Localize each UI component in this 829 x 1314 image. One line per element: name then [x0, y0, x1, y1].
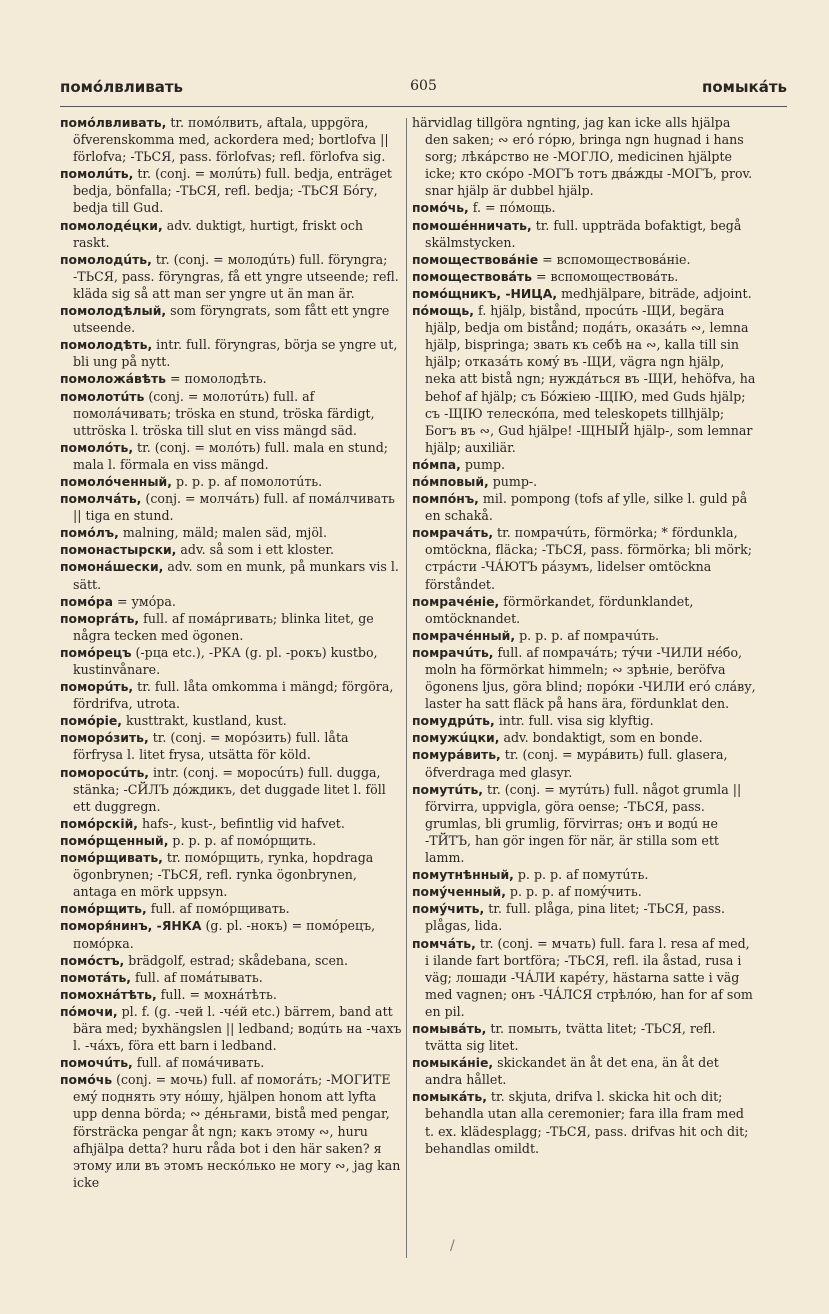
definition: = помолодѣть.	[169, 371, 267, 387]
definition: p. p. p. af помолотúть.	[175, 473, 323, 489]
headword: помолóть,	[60, 439, 134, 455]
headword: помотáть,	[60, 969, 131, 985]
dictionary-entry	[60, 302, 402, 336]
headword: помóчь,	[412, 200, 469, 216]
definition: tr. (conj. = молодúть) full. föryngra; -ТЬСЯ, pass. föryngras, få ett yngre utseende; refl. kläda sig så att man ser yngre ut än man är.	[73, 251, 399, 301]
headword: помонáшески,	[60, 559, 164, 575]
definition: intr. (conj. = моросúть) full. dugga, stänka; -СЙЛЪ дóждикъ, det duggade litet l. föll ett duggregn.	[73, 764, 386, 814]
headword: помутúть,	[412, 781, 484, 797]
dictionary-entry	[412, 729, 756, 746]
definition: full. = мохнáтѣть.	[160, 986, 277, 1002]
definition: tr. (conj. = молúть) full. bedja, enträget bedja, bönfalla; -ТЬСЯ, refl. bedja; -ТЬСЯ Бóгу, bedja till Gud.	[73, 166, 392, 216]
definition: f. hjälp, bistånd, просúть -ЩИ, begära hjälp, bedja om bistånd; подáть, оказáть ∾, lemna hjälp, bispringa; звать къ себѣ на ∾, kalla till sin hjälp; отказáть комý въ -ЩИ, vägra ngn hjälp, neka att bistå ngn; нуждáться въ -ЩИ, hehöfva, ha behof af hjälp; съ Бóжіею -ЩІЮ, med Guds hjälp; съ -ЩІЮ телескóпа, med teleskopets tillhjälp; Богъ въ ∾, Gud hjälpe! -ЩНЫЙ hjälp-, som lemnar hjälp; auxiliär.	[425, 303, 756, 455]
headword: помóрщенный,	[60, 832, 169, 848]
headword: помóлъ,	[60, 525, 119, 541]
definition: tr. (conj. = морóзить) full. låta förfrysa l. litet frysa, utsätta för köld.	[73, 730, 349, 763]
dictionary-entry	[60, 524, 402, 541]
definition: full. af помáргивать; blinka litet, ge några tecken med ögonen.	[73, 610, 374, 643]
definition: tr. full. uppträda bofaktigt, begå skälmstycken.	[425, 217, 742, 250]
definition: medhjälpare, biträde, adjoint.	[561, 285, 752, 301]
dictionary-entry	[412, 866, 756, 883]
definition: p. p. p. af помóрщить.	[172, 832, 317, 848]
headword: помпóнъ,	[412, 491, 479, 507]
dictionary-entry	[60, 900, 402, 917]
definition: (g. pl. -нокъ) = помóрецъ, помóрка.	[73, 918, 376, 951]
right-column	[412, 114, 756, 1254]
headword: поморя́нинъ, -ЯНКА	[60, 918, 202, 934]
dictionary-entry	[60, 764, 402, 815]
definition: full. af помрачáть; тýчи -ЧИЛИ нéбо, moln ha förmörkat himmeln; ∾ зрѣніе, beröfva ögonens ljus, göra blind; порóки -ЧИЛИ егó слáву, laster ha satt fläck på hans ära, fördunklat den.	[425, 644, 756, 712]
dictionary-entry	[60, 849, 402, 900]
headword: помолóченный,	[60, 473, 172, 489]
dictionary-entry	[412, 217, 756, 251]
headword: помужúцки,	[412, 730, 500, 746]
definition: full. af помáчивать.	[136, 1055, 265, 1071]
definition: brädgolf, estrad; skådebana, scen.	[128, 952, 349, 968]
headword: помоществовáть	[412, 268, 532, 284]
headword: помолчáть,	[60, 491, 142, 507]
definition: tr. помóрщить, rynka, hopdraga ögonbrynen; -ТЬСЯ, refl. rynka ögonbrynen, antaga en mörk uppsyn.	[73, 850, 374, 900]
dictionary-entry	[60, 610, 402, 644]
definition: hafs-, kust-, befintlig vid hafvet.	[142, 815, 345, 831]
left-column	[60, 114, 402, 1254]
headword: пóмповый,	[412, 473, 489, 489]
definition: pl. f. (g. -чей l. -чéй etc.) bärrem, band att bära med; byxhängslen || ledband; водúть на -чахъ l. -чáхъ, föra ett barn i ledband.	[73, 1003, 402, 1054]
dictionary-entry	[60, 370, 402, 387]
definition: intr. full. föryngras, börja se yngre ut, bli ung på nytt.	[73, 337, 398, 370]
headword: помóрщить,	[60, 901, 147, 917]
headword: пóмощь,	[412, 303, 474, 319]
dictionary-entry	[60, 251, 402, 302]
headword: помолотúть	[60, 388, 145, 404]
headword: помóчь	[60, 1072, 113, 1088]
definition: som föryngrats, som fått ett yngre utseende.	[73, 303, 390, 336]
dictionary-entry	[60, 336, 402, 370]
definition: förmörkandet, fördunklandet, omtöcknandet.	[425, 593, 694, 626]
definition: tr. (conj. = мутúть) full. något grumla || förvirra, uppvigla, göra oense; -ТЬСЯ, pass. grumlas, bli grumlig, förvirras; онъ и водú не -ТЙТЪ, han gör ingen för när, är stilla som ett lamm.	[425, 781, 742, 866]
headword: помýчить,	[412, 901, 485, 917]
dictionary-entry	[412, 199, 756, 216]
definition: tr. помóлвить, aftala, uppgöra, öfverenskomma med, ackordera med; bortlofva || förlofva; -ТЬСЯ, pass. förlofvas; refl. förlofva sig.	[73, 115, 389, 165]
dictionary-entry	[412, 1088, 756, 1156]
dictionary-entry	[412, 935, 756, 1020]
header-rule	[60, 106, 787, 107]
headword: помýченный,	[412, 884, 506, 900]
headword: помóлвливать,	[60, 115, 167, 130]
dictionary-entry	[412, 285, 756, 302]
definition: (conj. = молотúть) full. af помолáчивать; tröska en stund, tröska färdigt, uttröska l. tröska till slut en viss mängd säd.	[73, 388, 375, 438]
dictionary-entry	[60, 952, 402, 969]
headword: поморгáть,	[60, 610, 140, 626]
dictionary-entry	[60, 832, 402, 849]
headword: помутнѣнный,	[412, 867, 514, 883]
dictionary-entry	[60, 986, 402, 1003]
definition: tr. помрачúть, förmörka; * fördunkla, omtöckna, fläcka; -ТЬСЯ, pass. förmörka; bli mörk; стрáсти -ЧÁЮТЪ рáзумъ, lidelser omtöckna förståndet.	[425, 525, 753, 592]
headword: помолúть,	[60, 166, 134, 182]
dictionary-entry	[60, 729, 402, 763]
dictionary-entry	[412, 746, 756, 780]
definition: tr. (conj. = мчать) full. fara l. resa af med, i ilande fart bortföra; -ТЬСЯ, refl. ila åstad, rusa i väg; лошади -ЧÁЛИ карéту, hästarna satte i väg med vagnen; онъ -ЧÁЛСЯ стрѣлóю, han for af som en pil.	[425, 935, 753, 1019]
dictionary-entry	[412, 900, 756, 934]
dictionary-entry	[412, 1020, 756, 1054]
definition: (-рца etc.), -РКА (g. pl. -рокъ) kustbo, kustinvånare.	[73, 644, 378, 677]
dictionary-entry	[60, 439, 402, 473]
dictionary-entry	[412, 781, 756, 866]
headword: помóрщивать,	[60, 850, 163, 866]
headword: помолодѣлый,	[60, 303, 167, 319]
headword: помчáть,	[412, 935, 476, 951]
headword: помрачéніе,	[412, 593, 500, 609]
headword: пóмпа,	[412, 456, 461, 472]
dictionary-entry	[412, 473, 756, 490]
headword: помолодѣть,	[60, 337, 153, 353]
dictionary-entry	[412, 268, 756, 285]
headword: помóрецъ	[60, 644, 132, 660]
headword: помурáвить,	[412, 747, 501, 763]
headword: помолодúть,	[60, 251, 152, 267]
definition: = умóра.	[116, 593, 176, 609]
dictionary-entry	[412, 456, 756, 473]
dictionary-entry	[60, 165, 402, 216]
definition: intr. full. visa sig klyftig.	[498, 713, 654, 729]
dictionary-entry	[60, 1054, 402, 1071]
headword: помыкáть,	[412, 1089, 487, 1105]
headword: помоложáвѣть	[60, 371, 166, 387]
definition: kusttrakt, kustland, kust.	[125, 713, 287, 729]
headword: поморóзить,	[60, 730, 149, 746]
definition: tr. full. plåga, pina litet; -ТЬСЯ, pass. plågas, lida.	[425, 901, 725, 934]
definition: pump-.	[492, 473, 538, 489]
pencil-mark: /	[450, 1238, 455, 1254]
dictionary-entry	[60, 1003, 402, 1054]
header-left-guideword: помóлвливать	[60, 78, 184, 96]
dictionary-entry	[412, 251, 756, 268]
dictionary-entry	[60, 490, 402, 524]
definition: tr. (conj. = молóть) full. mala en stund; mala l. förmala en viss mängd.	[73, 439, 389, 472]
headword: помрачáть,	[412, 525, 494, 541]
definition: p. p. p. af помýчить.	[509, 884, 642, 900]
header-right-guideword: помыкáть	[702, 78, 787, 96]
definition: f. = пóмощь.	[472, 200, 556, 216]
dictionary-entry	[412, 712, 756, 729]
headword: помрачúть,	[412, 644, 494, 660]
definition: (conj. = молчáть) full. af помáлчивать || tiga en stund.	[73, 491, 395, 524]
definition: adv. som en munk, på munkars vis l. sätt.	[73, 559, 399, 592]
dictionary-entry	[60, 217, 402, 251]
dictionary-entry	[60, 969, 402, 986]
headword: помонастырски,	[60, 542, 177, 558]
headword: помоществовáніе	[412, 251, 539, 267]
headword: пóмочи,	[60, 1003, 118, 1019]
dictionary-entry	[60, 815, 402, 832]
definition: p. p. p. af помутúть.	[517, 867, 649, 883]
dictionary-entry	[412, 627, 756, 644]
headword: помохнáтѣть,	[60, 986, 157, 1002]
dictionary-entry	[60, 558, 402, 592]
headword: помóра	[60, 593, 113, 609]
dictionary-entry	[412, 302, 756, 456]
headword: помочúть,	[60, 1055, 133, 1071]
headword: поморосúть,	[60, 764, 149, 780]
definition: = вспомоществовáніе.	[542, 251, 691, 267]
definition: tr. full. låta omkomma i mängd; förgöra, fördrifva, utrota.	[73, 679, 394, 712]
dictionary-entry	[60, 917, 402, 951]
dictionary-entry	[60, 473, 402, 490]
dictionary-entry	[60, 593, 402, 610]
dictionary-entry	[60, 114, 402, 165]
definition: full. af помóрщивать.	[150, 901, 290, 917]
definition: tr. (conj. = мурáвить) full. glasera, öfverdraga med glasyr.	[425, 747, 728, 780]
definition: tr. skjuta, drifva l. skicka hit och dit; behandla utan alla ceremonier; fara illa fram med t. ex. klädesplagg; -ТЬСЯ, pass. drifvas hit och dit; behandlas omildt.	[425, 1089, 749, 1156]
headword: помолодéцки,	[60, 217, 163, 233]
definition: p. p. p. af помрачúть.	[519, 627, 660, 643]
definition: = вспомоществовáть.	[535, 268, 679, 284]
headword: помóріе,	[60, 713, 122, 729]
definition: mil. pompong (tofs af ylle, silke l. guld på en schakå.	[425, 491, 748, 524]
headword: помóстъ,	[60, 952, 125, 968]
dictionary-entry	[60, 541, 402, 558]
headword: помрачéнный,	[412, 627, 516, 643]
definition: adv. så som i ett kloster.	[180, 542, 335, 558]
dictionary-entry	[412, 490, 756, 524]
dictionary-entry	[412, 883, 756, 900]
definition: skickandet än åt det ena, än åt det andra hållet.	[425, 1055, 719, 1088]
dictionary-entry	[412, 593, 756, 627]
dictionary-entry	[60, 1071, 402, 1191]
headword: помóщникъ, -НИЦА,	[412, 285, 558, 301]
headword: поморúть,	[60, 679, 134, 695]
dictionary-entry	[412, 1054, 756, 1088]
dictionary-entry	[60, 644, 402, 678]
definition: (conj. = мочь) full. af помогáть; -МОГИТЕ емý поднять эту нóшу, hjälpen honom att lyfta upp denna börda; ∾ дéньгами, bistå med pengar, försträcka pengar åt ngn; какъ этому ∾, huru afhjälpa detta? huru råda bot i den här saken? я этому или въ этомъ нескóлько не могу ∾, jag kan icke	[73, 1072, 401, 1190]
definition: full. af помáтывать.	[135, 969, 263, 985]
definition: malning, mäld; malen säd, mjöl.	[122, 525, 327, 541]
definition: adv. duktigt, hurtigt, friskt och raskt.	[73, 217, 364, 250]
headword: помыкáніе,	[412, 1055, 494, 1071]
definition: härvidlag tillgöra ngnting, jag kan icke alls hjälpa den saken; ∾ егó гóрю, bringa ngn hugnad i hans sorg; лѣкáрство не -МОГЛО, medicinen hjälpte icke; кто скóро -МОГЪ тотъ двáжды -МОГЪ, prov. snar hjälp är dubbel hjälp.	[412, 115, 753, 199]
column-divider	[406, 118, 407, 1258]
definition: tr. помыть, tvätta litet; -ТЬСЯ, refl. tvätta sig litet.	[425, 1020, 716, 1054]
headword: помóрскій,	[60, 815, 138, 831]
dictionary-entry	[60, 678, 402, 712]
definition: adv. bondaktigt, som en bonde.	[503, 730, 703, 746]
headword: помывáть,	[412, 1020, 487, 1036]
dictionary-entry	[412, 644, 756, 712]
dictionary-entry	[60, 388, 402, 439]
dictionary-entry	[412, 524, 756, 592]
page-number: 605	[410, 78, 437, 94]
dictionary-entry	[60, 712, 402, 729]
headword: помошéнничать,	[412, 217, 532, 233]
headword: помудрúть,	[412, 713, 495, 729]
running-header	[60, 78, 787, 100]
definition: pump.	[464, 456, 506, 472]
dictionary-entry	[412, 114, 756, 199]
